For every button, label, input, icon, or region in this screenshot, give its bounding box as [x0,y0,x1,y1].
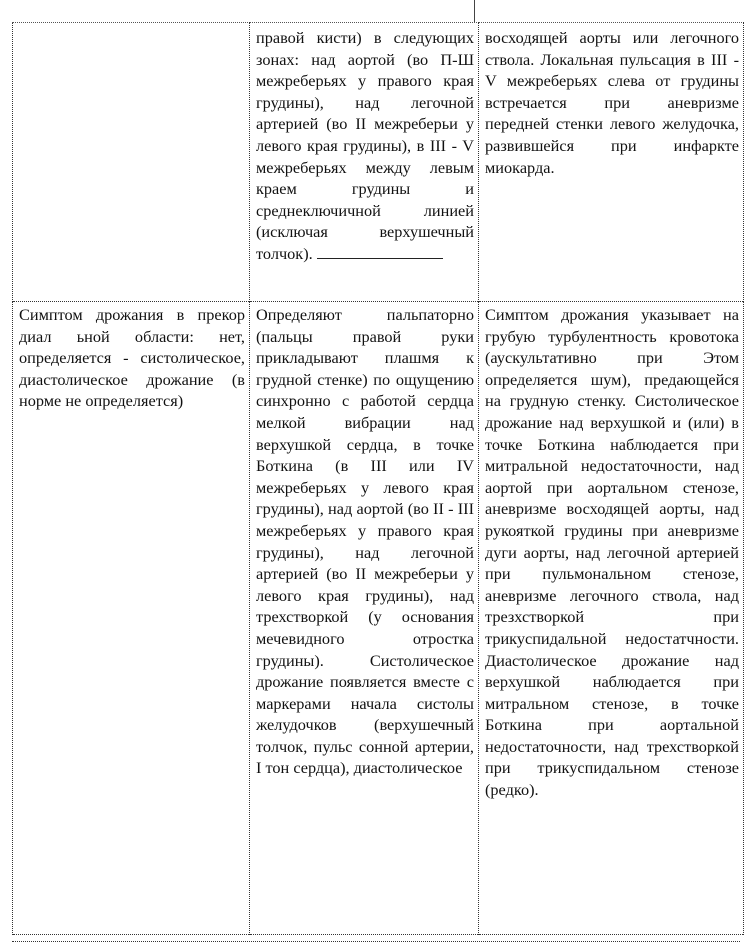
table-cell-method [250,23,479,302]
table-row [13,302,744,935]
underline-rule [317,244,443,259]
table-cell-interpretation [479,302,744,935]
symptoms-table [12,22,744,935]
table-cell-parameter [13,23,250,302]
cell-text: Определяют пальпаторно (пальцы правой руки прикладывают плашмя к грудной стенке) по ощущению синхронно с работой сердца мелкой вибрации над верхушкой сердца, в точке Боткина (в III или IV межреберьях у левого края грудины), над аортой (во II - III межреберьях у правого края грудины), над легочной артерией (во II межреберьи у левого края грудины), над трехстворкой (у основания мечевидного отростка грудины). Систолическое дрожание появляется вместе с маркерами начала систолы желудочков (верхушечный толчок, пульс сонной артерии, I тон сердца), диастолическое [256,305,474,778]
cell-text: восходящей аорты или легочного ствола. Локальная пульсация в III - V межреберьях слева от грудины встречается при аневризме передней стенки левого желудочка, развившейся при инфаркте миокарда. [485,28,739,177]
table-cell-method [250,302,479,935]
table-bottom-border [12,941,740,942]
cell-text: Симптом дрожания в прекор диал ьной области: нет, определяется - систолическое, диастолическое дрожание (в норме не определяется) [19,305,245,411]
table-cell-parameter [13,302,250,935]
cell-text: Симптом дрожания указывает на грубую турбулентность кровотока (аускультативно при Этом определяется шум), предающейся на грудную стенку. Систолическое дрожание над верхушкой и (или) в точке Боткина наблюдается при митральной недостаточности, над аортой при аортальном стенозе, аневризме восходящей аорты, над рукояткой грудины при аневризме дуги аорты, над легочной артерией при пульмональном стенозе, аневризме легочного ствола, над трезхстворкой при трикуспидальной недостатчности. Диастолическое дрожание над верхушкой наблюдается при митральном стенозе, в точке Боткина при аортальной недостаточности, над трехстворкой при трикуспидальном стенозе (редко). [485,305,739,800]
table-cell-interpretation [479,23,744,302]
column-divider-stub [474,0,475,22]
table-row [13,23,744,302]
cell-text: правой кисти) в следующих зонах: над аортой (во П-Ш межреберьях у правого края грудины), над легочной артерией (во II межреберьи у левого края грудины), в III - V межреберьях между левым краем грудины и среднеключичной линией (исключая верхушечный толчок). [256,28,474,263]
